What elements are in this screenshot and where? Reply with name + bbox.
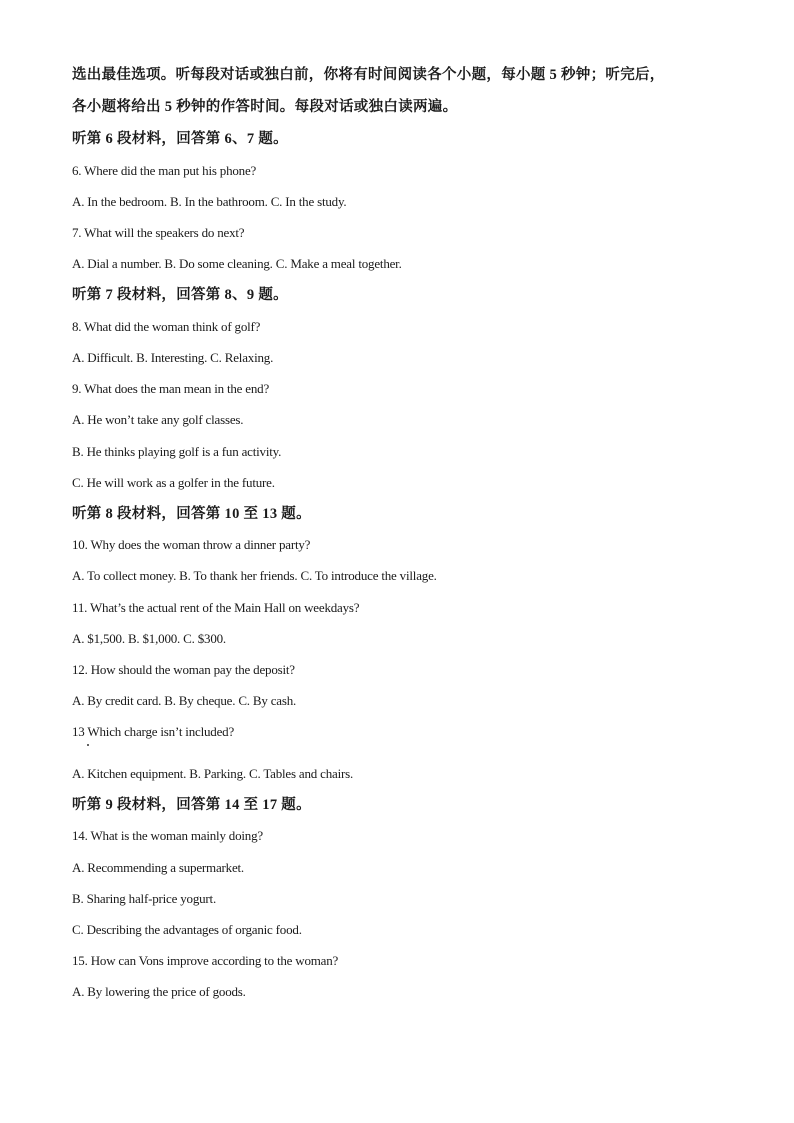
question-14-option-c: C. Describing the advantages of organic food. [72, 922, 302, 937]
question-8: 8. What did the woman think of golf? [72, 319, 261, 334]
question-14: 14. What is the woman mainly doing? [72, 828, 263, 843]
section-heading-8: 听第 8 段材料，回答第 10 至 13 题。 [72, 506, 311, 522]
question-11-options: A. $1,500. B. $1,000. C. $300. [72, 631, 226, 646]
question-6: 6. Where did the man put his phone? [72, 163, 257, 178]
question-13: 13 Which charge isn’t included? [72, 724, 235, 739]
question-10: 10. Why does the woman throw a dinner party? [72, 537, 311, 552]
instructions-line-2: 各小题将给出 5 秒钟的作答时间。每段对话或独白读两遍。 [72, 99, 458, 115]
instructions-line-1: 选出最佳选项。听每段对话或独白前，你将有时间阅读各个小题，每小题 5 秒钟；听完后， [72, 67, 665, 83]
question-9-option-c: C. He will work as a golfer in the future. [72, 475, 275, 490]
section-heading-7: 听第 7 段材料，回答第 8、9 题。 [72, 287, 288, 303]
question-13-options: A. Kitchen equipment. B. Parking. C. Tables and chairs. [72, 766, 354, 781]
question-9: 9. What does the man mean in the end? [72, 381, 270, 396]
question-12-options: A. By credit card. B. By cheque. C. By cash. [72, 693, 297, 708]
question-9-option-a: A. He won’t take any golf classes. [72, 412, 244, 427]
question-14-option-a: A. Recommending a supermarket. [72, 860, 244, 875]
question-9-option-b: B. He thinks playing golf is a fun activity. [72, 444, 282, 459]
question-8-options: A. Difficult. B. Interesting. C. Relaxing. [72, 350, 274, 365]
section-heading-6: 听第 6 段材料，回答第 6、7 题。 [72, 131, 288, 147]
question-15: 15. How can Vons improve according to the woman? [72, 953, 339, 968]
stray-dot-mark [87, 744, 89, 746]
section-heading-9: 听第 9 段材料，回答第 14 至 17 题。 [72, 797, 311, 813]
question-10-options: A. To collect money. B. To thank her friends. C. To introduce the village. [72, 568, 437, 583]
question-7: 7. What will the speakers do next? [72, 225, 245, 240]
question-7-options: A. Dial a number. B. Do some cleaning. C. Make a meal together. [72, 256, 402, 271]
question-15-option-a: A. By lowering the price of goods. [72, 984, 246, 999]
question-6-options: A. In the bedroom. B. In the bathroom. C. In the study. [72, 194, 347, 209]
question-11: 11. What’s the actual rent of the Main Hall on weekdays? [72, 600, 360, 615]
question-12: 12. How should the woman pay the deposit? [72, 662, 295, 677]
question-14-option-b: B. Sharing half-price yogurt. [72, 891, 217, 906]
